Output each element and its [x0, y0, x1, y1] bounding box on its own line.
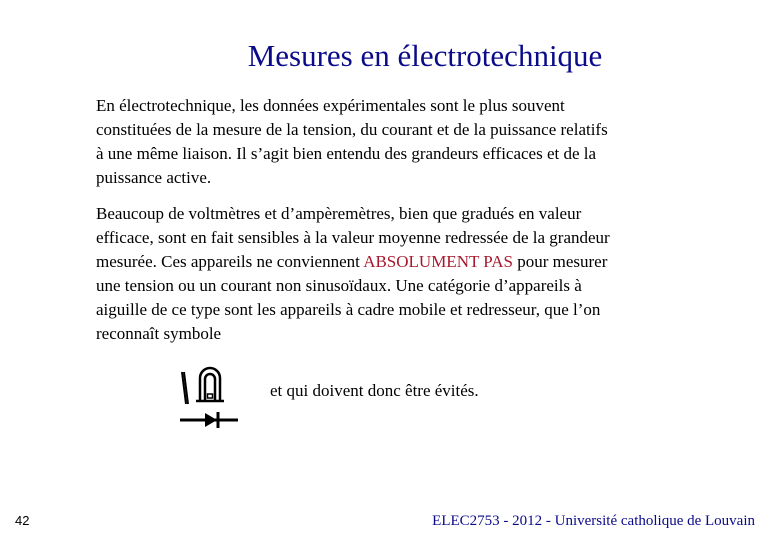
paragraph-line: une tension ou un courant non sinusoïdaux. Une catégorie d’appareils à — [96, 276, 582, 295]
paragraph-intro — [96, 94, 736, 190]
emphasis-absolument-pas: ABSOLUMENT PAS — [363, 252, 513, 271]
paragraph-instruments — [96, 202, 736, 346]
paragraph-line: puissance active. — [96, 168, 212, 187]
paragraph-line: En électrotechnique, les données expérimentales sont le plus souvent — [96, 96, 565, 115]
text-segment: pour mesurer — [512, 252, 608, 271]
paragraph-line: efficace, sont en fait sensibles à la valeur moyenne redressée de la grandeur — [96, 228, 610, 247]
paragraph-line: à une même liaison. Il s’agit bien entendu des grandeurs efficaces et de la — [96, 144, 597, 163]
paragraph-line: reconnaît symbole — [96, 324, 222, 343]
slide-number: 42 — [15, 513, 30, 528]
moving-coil-rectifier-symbol-icon — [178, 360, 242, 432]
after-symbol-text: et qui doivent donc être évités. — [270, 381, 479, 400]
text-segment: mesurée. Ces appareils ne conviennent — [96, 252, 364, 271]
slide-title: Mesures en électrotechnique — [247, 38, 603, 73]
footer-text: ELEC2753 - 2012 - Université catholique de Louvain — [432, 513, 755, 529]
paragraph-line: constituées de la mesure de la tension, du courant et de la puissance relatifs — [96, 120, 608, 139]
paragraph-line — [96, 250, 736, 274]
paragraph-line: aiguille de ce type sont les appareils à cadre mobile et redresseur, que l’on — [96, 300, 601, 319]
paragraph-line: Beaucoup de voltmètres et d’ampèremètres, bien que gradués en valeur — [96, 204, 582, 223]
